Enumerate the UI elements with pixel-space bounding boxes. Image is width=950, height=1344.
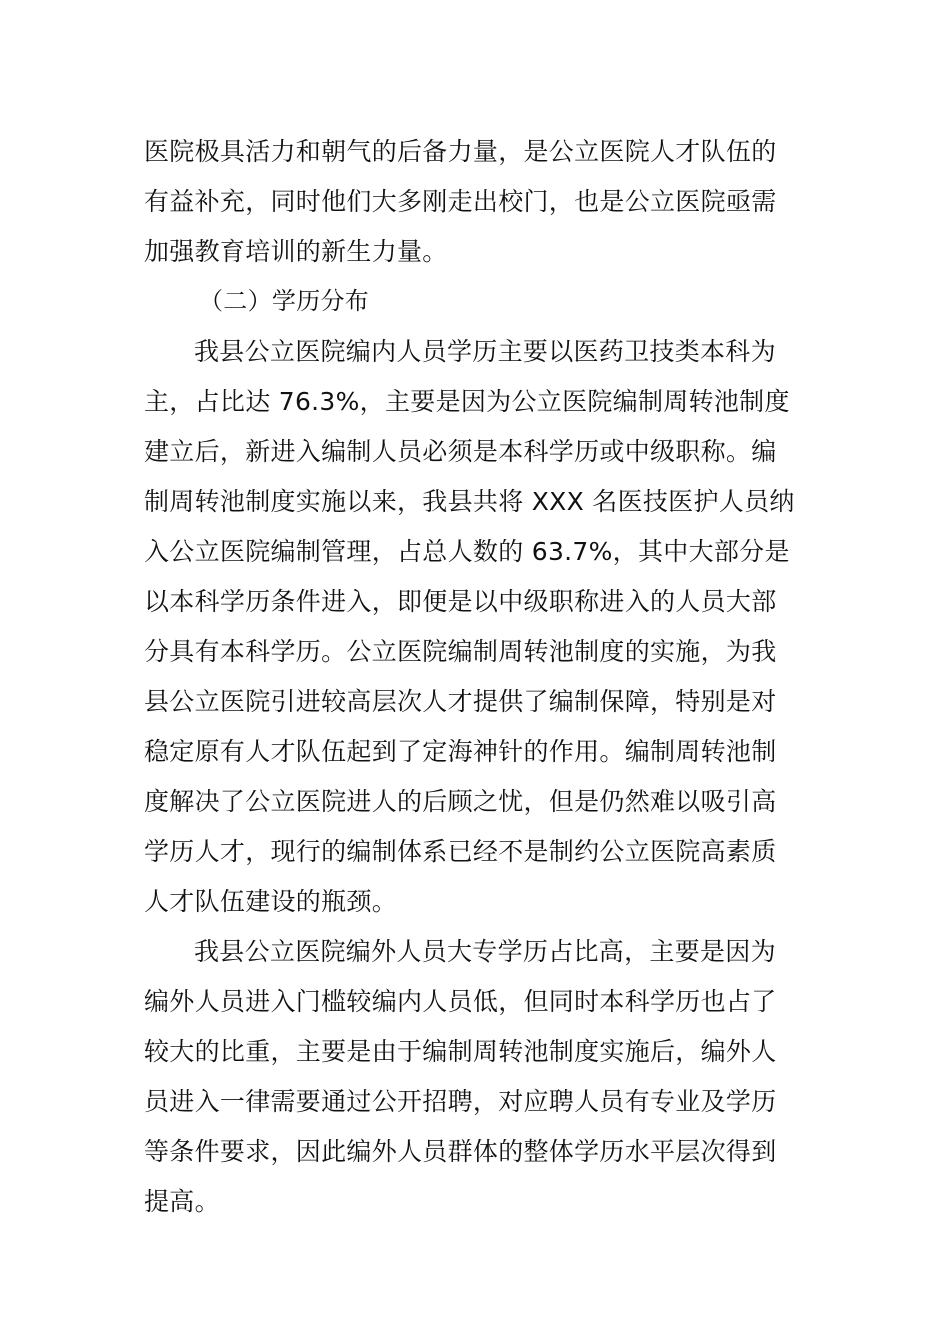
- text-line: 以本科学历条件进入，即便是以中级职称进入的人员大部: [144, 587, 777, 616]
- text-line: 较大的比重，主要是由于编制周转池制度实施后，编外人: [144, 1037, 777, 1066]
- text-line: 学历人才，现行的编制体系已经不是制约公立医院高素质: [144, 837, 777, 866]
- text-line: 提高。: [144, 1187, 220, 1216]
- text-line: 我县公立医院编内人员学历主要以医药卫技类本科为: [194, 337, 776, 366]
- text-line: 医院极具活力和朝气的后备力量，是公立医院人才队伍的: [144, 137, 777, 166]
- text-line: 制周转池制度实施以来，我县共将 XXX 名医技医护人员纳: [144, 487, 795, 516]
- text-line: 我县公立医院编外人员大专学历占比高，主要是因为: [194, 937, 776, 966]
- text-line: 员进入一律需要通过公开招聘，对应聘人员有专业及学历: [144, 1087, 777, 1116]
- text-line: 建立后，新进入编制人员必须是本科学历或中级职称。编: [144, 437, 777, 466]
- paragraph-education-staff: [144, 327, 808, 927]
- text-line: 编外人员进入门槛较编内人员低，但同时本科学历也占了: [144, 987, 777, 1016]
- text-line: 等条件要求，因此编外人员群体的整体学历水平层次得到: [144, 1137, 777, 1166]
- text-line: 分具有本科学历。公立医院编制周转池制度的实施，为我: [144, 637, 777, 666]
- text-line: 县公立医院引进较高层次人才提供了编制保障，特别是对: [144, 687, 777, 716]
- text-line: 度解决了公立医院进人的后顾之忧，但是仍然难以吸引高: [144, 787, 777, 816]
- section-heading: （二）学历分布: [199, 287, 370, 315]
- text-line: 入公立医院编制管理，占总人数的 63.7%，其中大部分是: [144, 537, 790, 566]
- paragraph-continuation: [144, 127, 808, 277]
- text-line: 稳定原有人才队伍起到了定海神针的作用。编制周转池制: [144, 737, 777, 766]
- text-line: 主，占比达 76.3%，主要是因为公立医院编制周转池制度: [144, 387, 790, 416]
- paragraph-external-staff: [144, 927, 808, 1227]
- document-body: [144, 127, 808, 1227]
- text-line: 有益补充，同时他们大多刚走出校门，也是公立医院亟需: [144, 187, 777, 216]
- text-line: 人才队伍建设的瓶颈。: [144, 887, 398, 916]
- text-line: 加强教育培训的新生力量。: [144, 237, 448, 266]
